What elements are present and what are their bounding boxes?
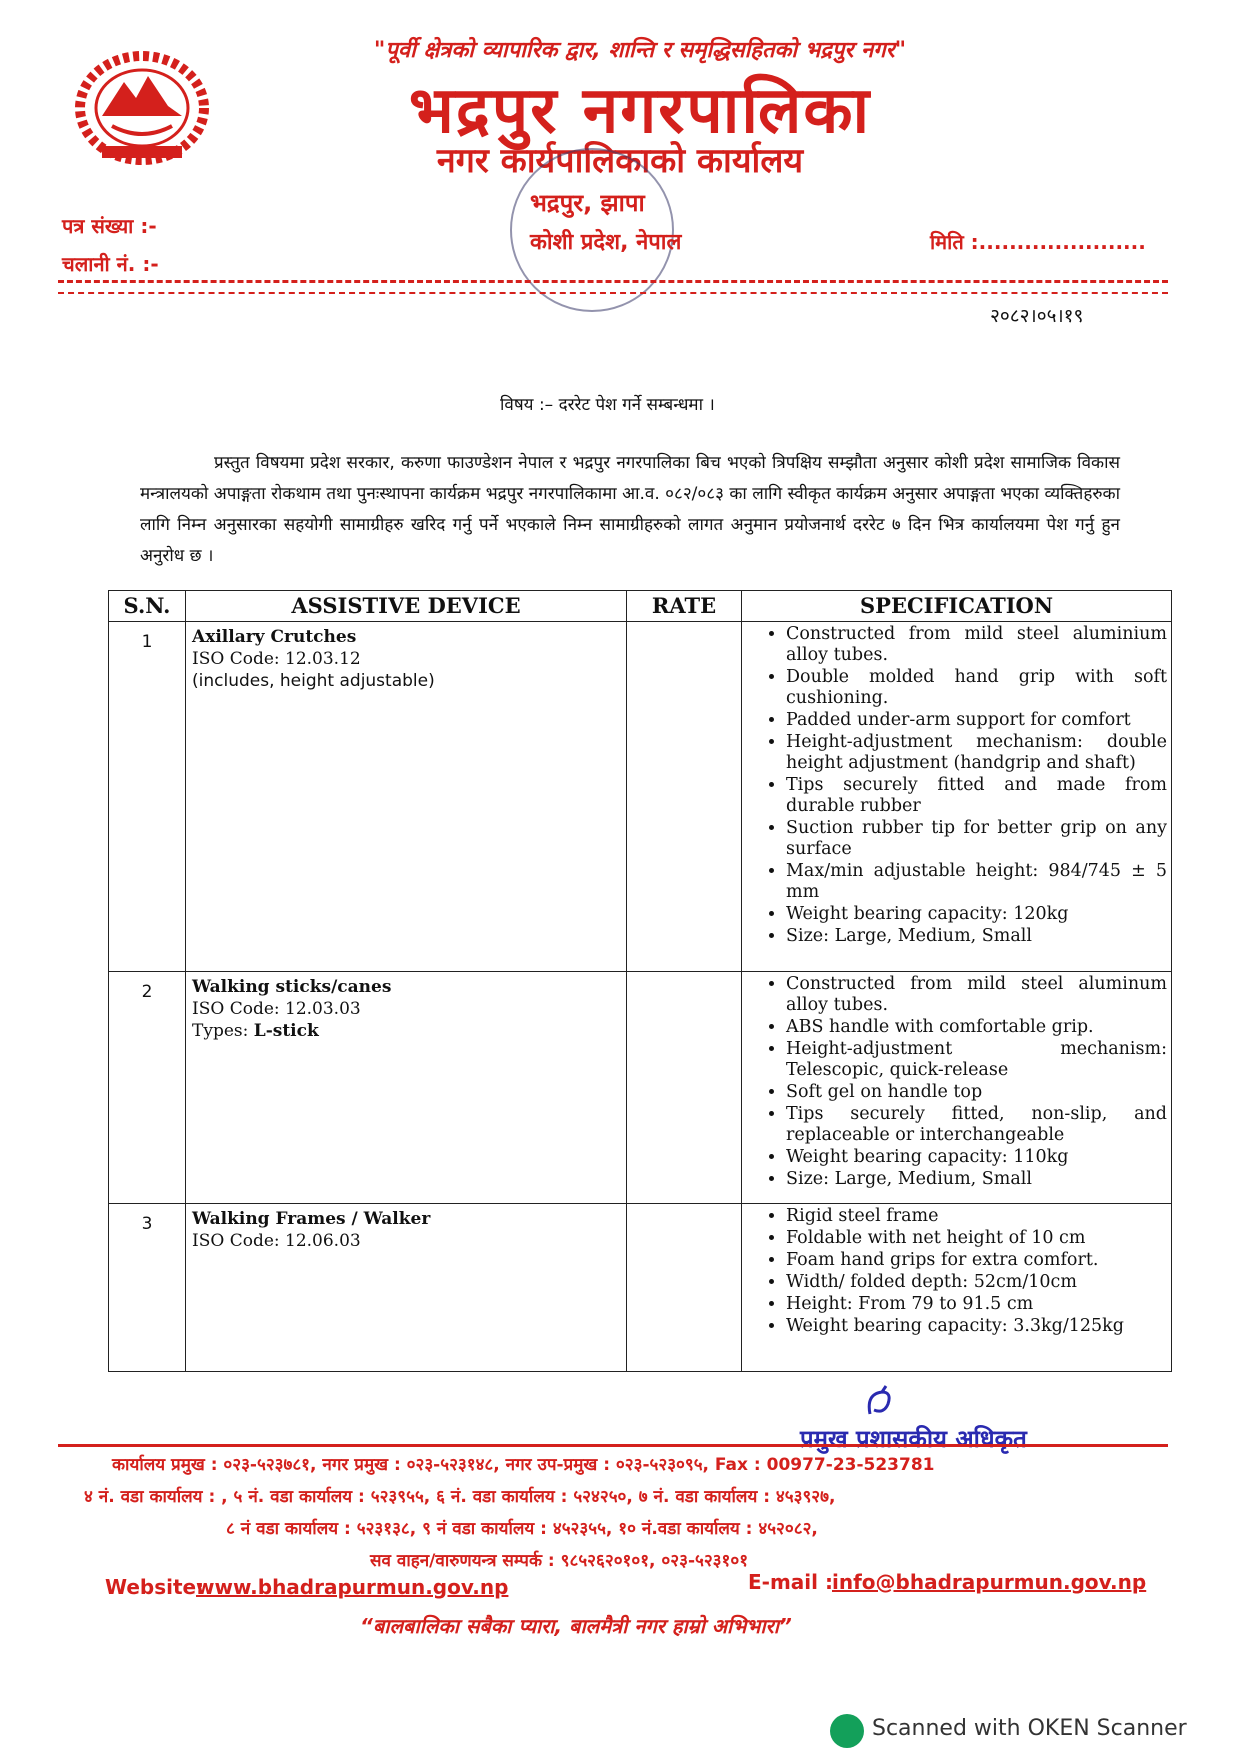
spec-item: • Weight bearing capacity: 120kg <box>786 904 1167 925</box>
spec-item: • Constructed from mild steel aluminum alloy tubes. <box>786 974 1167 1016</box>
header-sn: S.N. <box>109 591 186 622</box>
row-sn: 1 <box>109 622 186 972</box>
date-label: मिति :...................... <box>930 230 1146 254</box>
row-sn: 2 <box>109 972 186 1204</box>
signatory-title: प्रमुख प्रशासकीय अधिकृत <box>800 1425 1027 1453</box>
header-divider-2 <box>58 292 1168 294</box>
device-name: Walking Frames / Walker <box>192 1209 431 1229</box>
letter-body: प्रस्तुत विषयमा प्रदेश सरकार, करुणा फाउण्डेशन नेपाल र भद्रपुर नगरपालिका बिच भएको त्रिपक्षिय सम्झौता अनुसार कोशी प्रदेश सामाजिक विकास मन्त्रालयको अपाङ्गता रोकथाम तथा पुनःस्थापना कार्यक्रम भद्रपुर नगरपालिकामा आ.व. ०८२/०८३ का लागि स्वीकृत कार्यक्रम अनुसार अपाङ्गता भएका व्यक्तिहरुका लागि निम्न अनुसारका सहयोगी सामाग्रीहरु खरिद गर्नु पर्ने भएकाले निम्न सामाग्रीहरुको लागत अनुमान प्रयोजनार्थ दररेट ७ दिन भित्र कार्यालयमा पेश गर्नु हुन अनुरोध छ । <box>140 453 1120 566</box>
device-note: (includes, height adjustable) <box>192 671 435 691</box>
device-cell <box>186 622 627 972</box>
spec-item: • Tips securely fitted and made from durable rubber <box>786 775 1167 817</box>
device-cell <box>186 1204 627 1372</box>
spec-item: • ABS handle with comfortable grip. <box>786 1017 1167 1038</box>
header-rate: RATE <box>627 591 742 622</box>
device-iso: ISO Code: 12.03.03 <box>192 999 361 1019</box>
spec-item: • Padded under-arm support for comfort <box>786 710 1167 731</box>
spec-item: • Tips securely fitted, non-slip, and replaceable or interchangeable <box>786 1104 1167 1146</box>
spec-item: • Foam hand grips for extra comfort. <box>786 1250 1167 1271</box>
spec-item: • Size: Large, Medium, Small <box>786 926 1167 947</box>
address-line-2: कोशी प्रदेश, नेपाल <box>530 230 682 255</box>
device-iso: ISO Code: 12.06.03 <box>192 1231 361 1251</box>
email-label: E-mail : <box>748 1570 833 1594</box>
letter-number-label: पत्र संख्या :- <box>62 214 157 238</box>
table-row <box>109 1204 1172 1372</box>
spec-item: • Height: From 79 to 91.5 cm <box>786 1294 1167 1315</box>
website-label: Website: <box>105 1575 205 1599</box>
website-link[interactable]: www.bhadrapurmun.gov.np <box>196 1575 509 1599</box>
spec-item: • Soft gel on handle top <box>786 1082 1167 1103</box>
table-header-row <box>109 591 1172 622</box>
spec-item: • Max/min adjustable height: 984/745 ± 5 mm <box>786 861 1167 903</box>
spec-item: • Width/ folded depth: 52cm/10cm <box>786 1272 1167 1293</box>
spec-item: • Height-adjustment mechanism: double height adjustment (handgrip and shaft) <box>786 732 1167 774</box>
spec-item: • Suction rubber tip for better grip on any surface <box>786 818 1167 860</box>
address-line-1: भद्रपुर, झापा <box>530 189 645 217</box>
table-row <box>109 972 1172 1204</box>
dispatch-number-label: चलानी नं. :- <box>62 252 159 276</box>
footer-contacts-line-3: ८ नं वडा कार्यालय : ५२३१३८, ९ नं वडा कार्यालय : ४५२३५५, १० नं.वडा कार्यालय : ४५२०८२, <box>226 1519 818 1539</box>
footer-divider <box>58 1444 1168 1447</box>
spec-item: • Weight bearing capacity: 3.3kg/125kg <box>786 1316 1167 1337</box>
spec-cell <box>742 1204 1172 1372</box>
scanner-logo-icon <box>830 1714 864 1748</box>
spec-item: • Rigid steel frame <box>786 1206 1167 1227</box>
scanner-watermark: Scanned with OKEN Scanner <box>872 1716 1187 1741</box>
rate-cell <box>627 972 742 1204</box>
nepal-emblem-logo <box>72 46 212 166</box>
footer-contacts-line-2: ४ नं. वडा कार्यालय : , ५ नं. वडा कार्यालय : ५२३९५५, ६ नं. वडा कार्यालय : ५२४२५०, ७ नं. वडा कार्यालय : ४५३९२७, <box>84 1487 836 1507</box>
device-name: Axillary Crutches <box>192 627 357 647</box>
types-value: L-stick <box>253 1021 319 1041</box>
office-title: नगर कार्यपालिकाको कार्यालय <box>436 141 804 181</box>
letter-date: २०८२।०५।१९ <box>990 305 1084 327</box>
device-cell <box>186 972 627 1204</box>
device-types <box>192 1020 620 1042</box>
table-row <box>109 622 1172 972</box>
spec-item: • Height-adjustment mechanism: Telescopic, quick-release <box>786 1039 1167 1081</box>
types-label: Types: <box>192 1021 254 1041</box>
email-link[interactable]: info@bhadrapurmun.gov.np <box>832 1570 1147 1594</box>
spec-item: • Double molded hand grip with soft cushioning. <box>786 667 1167 709</box>
header-motto: "पूर्वी क्षेत्रको व्यापारिक द्वार, शान्ति र समृद्धिसहितको भद्रपुर नगर" <box>373 38 907 63</box>
footer-slogan: “बालबालिका सबैका प्यारा, बालमैत्री नगर हाम्रो अभिभारा” <box>360 1614 792 1638</box>
rate-cell <box>627 1204 742 1372</box>
spec-item: • Weight bearing capacity: 110kg <box>786 1147 1167 1168</box>
spec-cell <box>742 622 1172 972</box>
header-spec: SPECIFICATION <box>742 591 1172 622</box>
municipality-title: भद्रपुर नगरपालिका <box>408 74 872 148</box>
spec-list <box>746 624 1167 947</box>
device-name: Walking sticks/canes <box>192 977 392 997</box>
spec-list <box>746 974 1167 1190</box>
device-iso: ISO Code: 12.03.12 <box>192 649 361 669</box>
spec-item: • Size: Large, Medium, Small <box>786 1169 1167 1190</box>
spec-list <box>746 1206 1167 1337</box>
signature-mark <box>862 1384 902 1424</box>
specification-table <box>108 590 1172 1372</box>
spec-item: • Foldable with net height of 10 cm <box>786 1228 1167 1249</box>
footer-contacts-line-1: कार्यालय प्रमुख : ०२३-५२३७८१, नगर प्रमुख : ०२३-५२३१४८, नगर उप-प्रमुख : ०२३-५२३०९५, Fax : 00977-23-523781 <box>112 1455 935 1475</box>
header-divider <box>58 280 1168 283</box>
row-sn: 3 <box>109 1204 186 1372</box>
header-device: ASSISTIVE DEVICE <box>186 591 627 622</box>
spec-cell <box>742 972 1172 1204</box>
spec-item: • Constructed from mild steel aluminium alloy tubes. <box>786 624 1167 666</box>
letter-subject: विषय :– दररेट पेश गर्ने सम्बन्धमा । <box>500 395 715 415</box>
footer-contacts-line-4: सव वाहन/वारुणयन्त्र सम्पर्क : ९८५२६२०१०१, ०२३-५२३१०१ <box>370 1551 749 1571</box>
rate-cell <box>627 622 742 972</box>
